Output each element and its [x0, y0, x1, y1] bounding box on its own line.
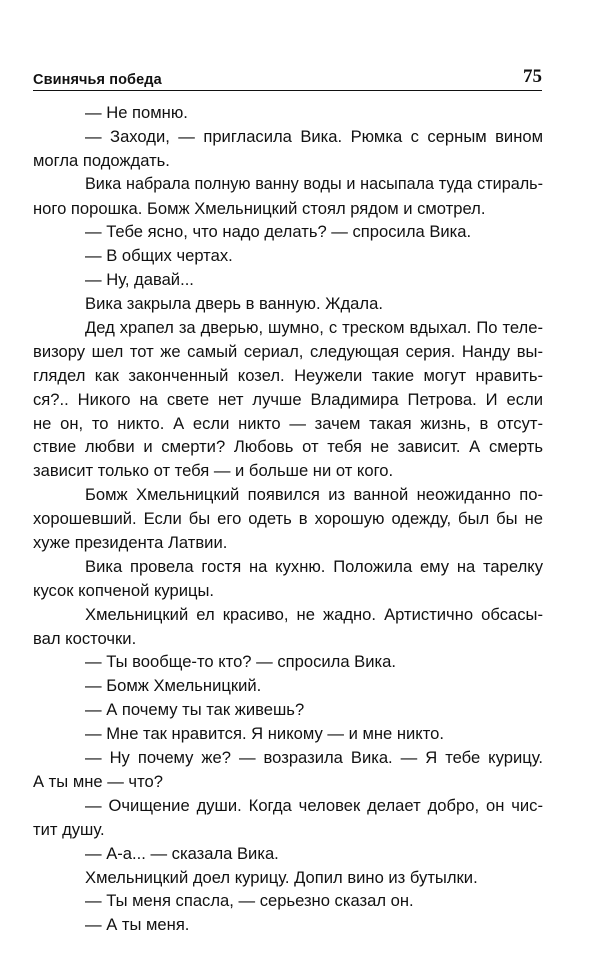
running-title: Свинячья победа: [33, 72, 162, 88]
text-line: — Ну, давай...: [85, 270, 194, 290]
text-line: тит душу.: [33, 819, 105, 839]
text-line: глядел как законченный козел. Неужели такие могут нравить-: [33, 365, 543, 385]
text-line: — Тебе ясно, что надо делать? — спросила Вика.: [85, 222, 472, 242]
running-header: [33, 66, 542, 91]
text-line: — Ты меня спасла, — серьезно сказал он.: [85, 891, 414, 911]
text-line: ся?.. Никого на свете нет лучше Владимира Петрова. И если: [33, 389, 543, 409]
text-line: — Не помню.: [85, 103, 188, 122]
text-line: Бомж Хмельницкий появился из ванной неожиданно по-: [85, 485, 543, 505]
text-line: — А почему ты так живешь?: [85, 700, 305, 720]
text-line: Хмельницкий доел курицу. Допил вино из бутылки.: [85, 867, 478, 887]
text-line: вал косточки.: [33, 628, 137, 648]
text-line: — Ну почему же? — возразила Вика. — Я тебе курицу.: [85, 748, 543, 768]
text-line: — В общих чертах.: [85, 246, 233, 266]
text-line: хуже президента Латвии.: [33, 533, 228, 553]
text-line: — Ты вообще-то кто? — спросила Вика.: [85, 652, 396, 672]
text-line: — А ты меня.: [85, 915, 190, 935]
text-line: Дед храпел за дверью, шумно, с треском вдыхал. По теле-: [85, 318, 543, 338]
text-line: ного порошка. Бомж Хмельницкий стоял рядом и смотрел.: [33, 198, 486, 218]
text-line: Вика провела гостя на кухню. Положила ему на тарелку: [85, 556, 543, 576]
text-line: — Заходи, — пригласила Вика. Рюмка с серным вином: [85, 126, 543, 146]
text-line: ствие любви и смерти? Любовь от тебя не зависит. А смерть: [33, 437, 543, 457]
text-line: зависит только от тебя — и больше ни от кого.: [33, 461, 394, 481]
page-number: 75: [523, 66, 542, 87]
text-line: — А-а... — сказала Вика.: [85, 843, 279, 863]
body-text: [33, 101, 543, 937]
text-line: — Бомж Хмельницкий.: [85, 676, 262, 696]
text-line: — Мне так нравится. Я никому — и мне никто.: [85, 724, 444, 744]
text-line: Вика закрыла дверь в ванную. Ждала.: [85, 294, 383, 314]
text-line: — Очищение души. Когда человек делает добро, он чис-: [85, 795, 543, 815]
text-line: кусок копченой курицы.: [33, 580, 215, 600]
text-line: могла подождать.: [33, 150, 170, 170]
text-line: Хмельницкий ел красиво, не жадно. Артистично обсасы-: [85, 604, 543, 624]
text-line: визору шел тот же самый сериал, следующая серия. Нанду вы-: [33, 341, 543, 361]
text-line: не он, то никто. А если никто — зачем такая жизнь, в отсут-: [33, 413, 543, 433]
text-line: А ты мне — что?: [33, 771, 163, 791]
text-line: хорошевший. Если бы его одеть в хорошую одежду, был бы не: [33, 509, 543, 529]
text-line: Вика набрала полную ванну воды и насыпала туда стираль-: [85, 174, 543, 193]
